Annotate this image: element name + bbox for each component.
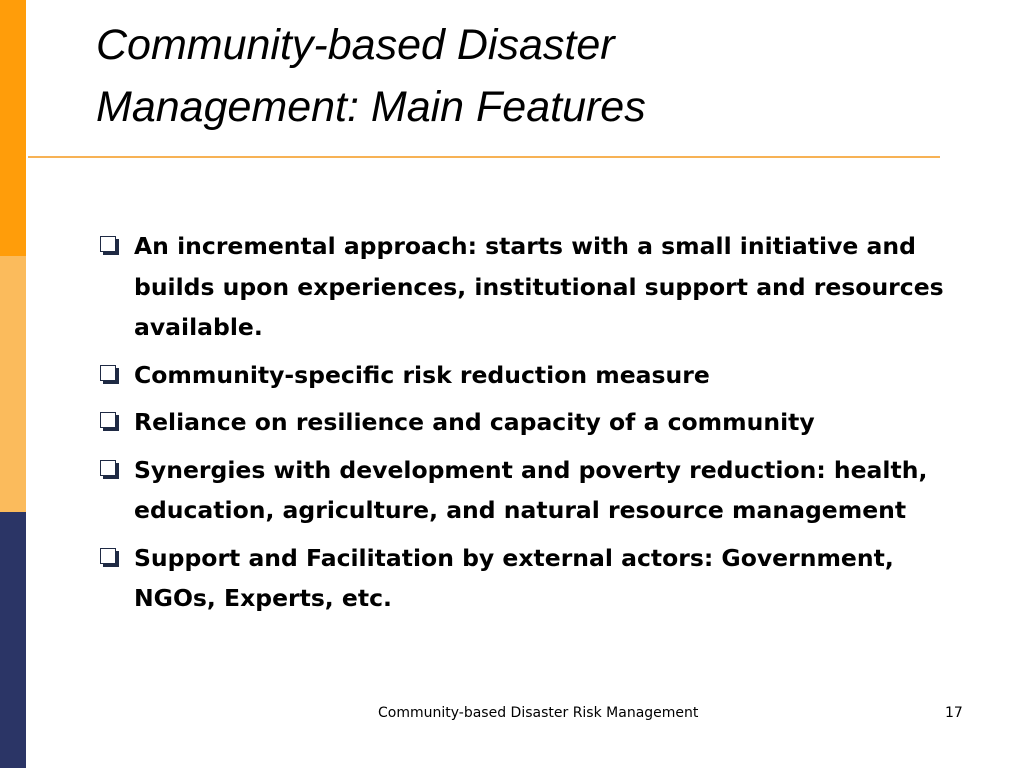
bullet-text: Synergies with development and poverty reduction: health, education, agriculture, and natural resource management (134, 455, 928, 524)
bullet-item (97, 538, 947, 619)
bullet-item (97, 450, 947, 531)
title-divider-line (28, 156, 940, 158)
bullet-text: Community-specific risk reduction measure (134, 360, 710, 389)
accent-bar-navy-segment (0, 512, 26, 768)
checkbox-bullet-icon (100, 460, 116, 476)
left-accent-bar (0, 0, 26, 768)
bullet-text: Reliance on resilience and capacity of a community (134, 408, 815, 436)
accent-bar-light-orange-segment (0, 256, 26, 512)
checkbox-bullet-icon (100, 365, 116, 381)
checkbox-bullet-icon (100, 412, 116, 428)
slide-title-line-1: Community-based Disaster (96, 21, 615, 69)
checkbox-bullet-icon (100, 236, 116, 252)
page-number: 17 (945, 705, 963, 721)
footer-title: Community-based Disaster Risk Management (378, 705, 699, 721)
bullet-text: Support and Facilitation by external actors: Government, NGOs, Experts, etc. (134, 543, 894, 612)
bullet-item (97, 226, 947, 348)
slide-title (96, 14, 936, 138)
checkbox-bullet-icon (100, 548, 116, 564)
accent-bar-orange-segment (0, 0, 26, 256)
slide-title-line-2: Management: Main Features (96, 83, 646, 131)
bullet-item (97, 402, 947, 443)
bullet-text: An incremental approach: starts with a small initiative and builds upon experiences, institutional support and resources available. (134, 232, 944, 341)
bullet-item (97, 355, 947, 396)
bullet-list (97, 226, 947, 626)
